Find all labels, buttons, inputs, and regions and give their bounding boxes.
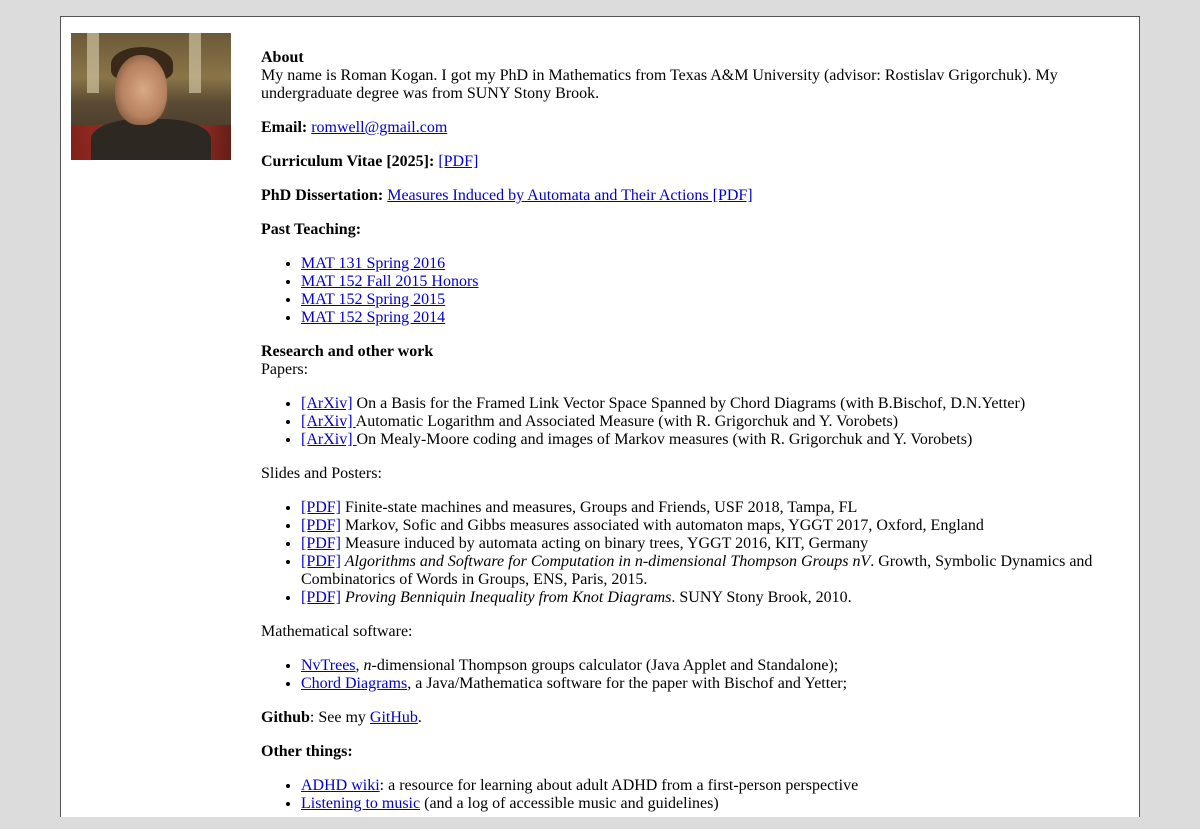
email-link[interactable]: romwell@gmail.com	[311, 119, 448, 136]
slide-text: Markov, Sofic and Gibbs measures associated with automaton maps, YGGT 2017, Oxford, England	[341, 517, 984, 534]
music-link[interactable]: Listening to music	[301, 795, 421, 812]
list-item	[301, 431, 1121, 449]
slides-label: Slides and Posters:	[261, 465, 382, 482]
page-container	[60, 16, 1140, 817]
teaching-link[interactable]: MAT 152 Fall 2015 Honors	[301, 273, 479, 290]
other-text: (and a log of accessible music and guidelines)	[420, 795, 719, 812]
software-text: , a Java/Mathematica software for the paper with Bischof and Yetter;	[407, 675, 848, 692]
chord-diagrams-link[interactable]: Chord Diagrams	[301, 675, 408, 692]
slide-pdf-link[interactable]: [PDF]	[301, 499, 342, 516]
dissertation-label: PhD Dissertation:	[261, 187, 384, 204]
other-list	[261, 777, 1121, 813]
list-item	[301, 413, 1121, 431]
list-item	[301, 291, 1121, 309]
email-line	[261, 119, 1121, 137]
list-item	[301, 777, 1121, 795]
github-line	[261, 709, 1121, 727]
dissertation-link[interactable]: Measures Induced by Automata and Their Actions [PDF]	[387, 187, 753, 204]
about-section	[261, 49, 1121, 103]
software-italic: n	[363, 657, 372, 674]
arxiv-link[interactable]: [ArXiv]	[301, 431, 357, 448]
slide-italic: Algorithms and Software for Computation in n-dimensional Thompson Groups nV	[341, 553, 871, 570]
slide-text: Finite-state machines and measures, Groups and Friends, USF 2018, Tampa, FL	[341, 499, 858, 516]
slide-pdf-link[interactable]: [PDF]	[301, 553, 342, 570]
other-label-line	[261, 743, 1121, 761]
slide-pdf-link[interactable]: [PDF]	[301, 535, 342, 552]
list-item	[301, 517, 1121, 535]
nvtrees-link[interactable]: NvTrees	[301, 657, 356, 674]
list-item	[301, 553, 1121, 589]
teaching-label-line	[261, 221, 1121, 239]
cv-line	[261, 153, 1121, 171]
paper-title: On Mealy-Moore coding and images of Markov measures (with R. Grigorchuk and Y. Vorobets)	[356, 431, 973, 448]
teaching-link[interactable]: MAT 131 Spring 2016	[301, 255, 446, 272]
slide-text: . SUNY Stony Brook, 2010.	[671, 589, 852, 606]
slide-pdf-link[interactable]: [PDF]	[301, 517, 342, 534]
other-text: : a resource for learning about adult ADHD from a first-person perspective	[379, 777, 859, 794]
list-item	[301, 499, 1121, 517]
list-item	[301, 675, 1121, 693]
slide-text: Measure induced by automata acting on binary trees, YGGT 2016, KIT, Germany	[341, 535, 869, 552]
slide-text: . Growth, Symbolic Dynamics and Combinatorics of Words in Groups, ENS, Paris, 2015.	[301, 553, 1093, 588]
list-item	[301, 795, 1121, 813]
teaching-link[interactable]: MAT 152 Spring 2014	[301, 309, 446, 326]
list-item	[301, 657, 1121, 675]
research-section	[261, 343, 1121, 379]
software-text: -dimensional Thompson groups calculator (Java Applet and Standalone);	[371, 657, 839, 674]
list-item	[301, 535, 1121, 553]
slide-pdf-link[interactable]: [PDF]	[301, 589, 342, 606]
cv-pdf-link[interactable]: [PDF]	[438, 153, 479, 170]
paper-title: Automatic Logarithm and Associated Measure (with R. Grigorchuk and Y. Vorobets)	[355, 413, 899, 430]
profile-photo	[71, 33, 231, 160]
email-label: Email:	[261, 119, 308, 136]
github-pre: : See my	[309, 709, 370, 726]
papers-label: Papers:	[261, 361, 309, 378]
research-heading: Research and other work	[261, 343, 434, 360]
teaching-list	[261, 255, 1121, 327]
about-text: My name is Roman Kogan. I got my PhD in Mathematics from Texas A&M University (advisor: Rostislav Grigorchuk). My undergraduate degree was from SUNY Stony Brook.	[261, 67, 1058, 102]
about-heading: About	[261, 49, 304, 66]
cv-label: Curriculum Vitae [2025]:	[261, 153, 435, 170]
software-sep: ,	[355, 657, 364, 674]
arxiv-link[interactable]: [ArXiv]	[301, 413, 356, 430]
slides-list	[261, 499, 1121, 607]
main-content	[261, 49, 1121, 829]
list-item	[301, 395, 1121, 413]
adhd-wiki-link[interactable]: ADHD wiki	[301, 777, 380, 794]
teaching-link[interactable]: MAT 152 Spring 2015	[301, 291, 446, 308]
paper-title: On a Basis for the Framed Link Vector Space Spanned by Chord Diagrams (with B.Bischof, D.N.Yetter)	[352, 395, 1026, 412]
other-label: Other things:	[261, 743, 353, 760]
teaching-label: Past Teaching:	[261, 221, 362, 238]
github-label: Github	[261, 709, 310, 726]
slide-italic: Proving Benniquin Inequality from Knot Diagrams	[341, 589, 672, 606]
arxiv-link[interactable]: [ArXiv]	[301, 395, 353, 412]
github-link[interactable]: GitHub	[369, 709, 418, 726]
software-label: Mathematical software:	[261, 623, 413, 640]
list-item	[301, 309, 1121, 327]
dissertation-line	[261, 187, 1121, 205]
list-item	[301, 255, 1121, 273]
github-post: .	[417, 709, 422, 726]
software-list	[261, 657, 1121, 693]
list-item	[301, 589, 1121, 607]
papers-list	[261, 395, 1121, 449]
list-item	[301, 273, 1121, 291]
